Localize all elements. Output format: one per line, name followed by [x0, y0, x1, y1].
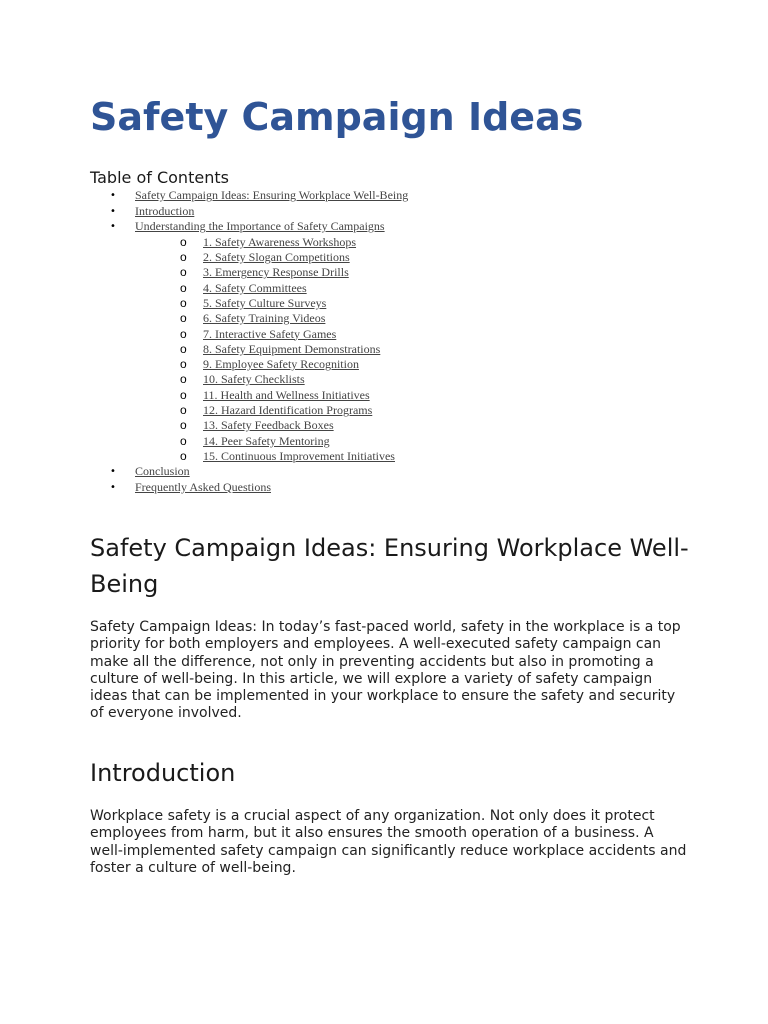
- toc-item: [90, 219, 408, 235]
- bullet-icon: •: [110, 205, 116, 217]
- toc-sublink[interactable]: 2. Safety Slogan Competitions: [203, 250, 350, 265]
- toc-sublink[interactable]: 13. Safety Feedback Boxes: [203, 418, 334, 433]
- circle-bullet-icon: o: [180, 341, 187, 356]
- section-heading-introduction: Introduction: [90, 759, 236, 787]
- circle-bullet-icon: o: [180, 403, 187, 418]
- bullet-icon: •: [110, 190, 116, 201]
- circle-bullet-icon: o: [180, 418, 187, 433]
- table-of-contents: [90, 188, 408, 495]
- toc-sublink[interactable]: 12. Hazard Identification Programs: [203, 403, 373, 418]
- toc-item: [90, 480, 408, 496]
- toc-item: [90, 188, 408, 204]
- circle-bullet-icon: o: [180, 265, 187, 280]
- toc-subitem: [90, 403, 408, 418]
- toc-sublist: [90, 235, 408, 464]
- bullet-icon: •: [110, 221, 116, 233]
- circle-bullet-icon: o: [180, 250, 187, 265]
- circle-bullet-icon: o: [180, 311, 187, 326]
- page-title: Safety Campaign Ideas: [90, 95, 584, 139]
- toc-sublink[interactable]: 9. Employee Safety Recognition: [203, 357, 359, 372]
- toc-heading: Table of Contents: [90, 168, 229, 187]
- toc-subitem: [90, 388, 408, 403]
- circle-bullet-icon: o: [180, 326, 187, 341]
- circle-bullet-icon: o: [180, 372, 187, 387]
- toc-sublink[interactable]: 11. Health and Wellness Initiatives: [203, 387, 370, 402]
- toc-subitem: [90, 357, 408, 372]
- circle-bullet-icon: o: [180, 280, 187, 295]
- circle-bullet-icon: o: [180, 357, 187, 372]
- circle-bullet-icon: o: [180, 387, 187, 402]
- toc-link-faq[interactable]: Frequently Asked Questions: [135, 479, 271, 494]
- toc-sublink[interactable]: 4. Safety Committees: [203, 280, 307, 295]
- toc-subitem: [90, 449, 408, 464]
- bullet-icon: •: [110, 481, 116, 493]
- toc-sublink[interactable]: 14. Peer Safety Mentoring: [203, 433, 330, 448]
- toc-subitem: [90, 281, 408, 296]
- toc-item: [90, 204, 408, 220]
- toc-sublink[interactable]: 15. Continuous Improvement Initiatives: [203, 448, 395, 463]
- toc-sublink[interactable]: 6. Safety Training Videos: [203, 311, 326, 326]
- toc-subitem: [90, 235, 408, 250]
- toc-sublink[interactable]: 8. Safety Equipment Demonstrations: [203, 341, 381, 356]
- circle-bullet-icon: o: [180, 448, 187, 463]
- circle-bullet-icon: o: [180, 234, 187, 249]
- toc-subitem: [90, 296, 408, 311]
- toc-subitem: [90, 434, 408, 449]
- toc-sublink[interactable]: 5. Safety Culture Surveys: [203, 295, 327, 310]
- toc-sublink[interactable]: 10. Safety Checklists: [203, 372, 305, 387]
- toc-link-introduction[interactable]: Introduction: [135, 203, 195, 218]
- toc-subitem: [90, 418, 408, 433]
- toc-sublink[interactable]: 1. Safety Awareness Workshops: [203, 234, 357, 249]
- section-paragraph: Safety Campaign Ideas: In today’s fast-paced world, safety in the workplace is a top priority for both employers and employees. A well-executed safety campaign can make all the difference, not only in preventing accidents but also in promoting a culture of well-being. In this article, we will explore a variety of safety campaign ideas that can be implemented in your workplace to ensure the safety and security of everyone involved.: [90, 619, 681, 722]
- section-heading-ensuring-well-being: Safety Campaign Ideas: Ensuring Workplace Well-Being: [90, 534, 689, 598]
- section-paragraph: Workplace safety is a crucial aspect of any organization. Not only does it protect employees from harm, but it also ensures the smooth operation of a business. A well-implemented safety campaign can significantly reduce workplace accidents and foster a culture of well-being.: [90, 808, 687, 876]
- toc-sublink[interactable]: 7. Interactive Safety Games: [203, 326, 337, 341]
- toc-link-conclusion[interactable]: Conclusion: [135, 464, 190, 479]
- circle-bullet-icon: o: [180, 295, 187, 310]
- toc-subitem: [90, 265, 408, 280]
- toc-subitem: [90, 372, 408, 387]
- circle-bullet-icon: o: [180, 433, 187, 448]
- toc-sublist-container: [90, 235, 408, 464]
- toc-subitem: [90, 327, 408, 342]
- bullet-icon: •: [110, 466, 116, 478]
- toc-subitem: [90, 311, 408, 326]
- toc-subitem: [90, 342, 408, 357]
- toc-subitem: [90, 250, 408, 265]
- toc-item: [90, 464, 408, 480]
- toc-sublink[interactable]: 3. Emergency Response Drills: [203, 265, 349, 280]
- toc-link-understanding-importance[interactable]: Understanding the Importance of Safety Campaigns: [135, 219, 385, 234]
- toc-link-safety-campaign-ideas[interactable]: Safety Campaign Ideas: Ensuring Workplace Well-Being: [135, 188, 409, 202]
